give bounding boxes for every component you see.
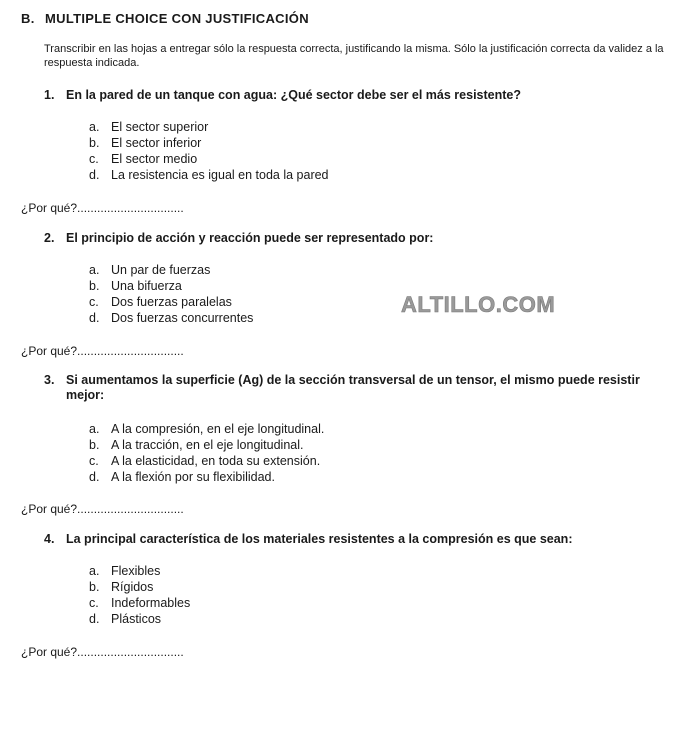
option-text: Un par de fuerzas	[111, 263, 211, 277]
option-letter: d.	[89, 168, 100, 182]
option-text: Rígidos	[111, 580, 154, 594]
option-text: Indeformables	[111, 596, 191, 610]
question-4-option-b	[89, 579, 153, 595]
question-3-number: 3.	[44, 373, 55, 387]
question-1-number: 1.	[44, 88, 55, 102]
question-1-why-prompt: ¿Por qué?................................	[21, 201, 184, 215]
question-4-number: 4.	[44, 532, 55, 546]
option-letter: c.	[89, 152, 99, 166]
question-3-option-b	[89, 437, 304, 453]
question-2-text: El principio de acción y reacción puede ser representado por:	[66, 231, 434, 245]
option-letter: a.	[89, 564, 100, 578]
question-2-number: 2.	[44, 231, 55, 245]
option-text: A la flexión por su flexibilidad.	[111, 470, 275, 484]
option-letter: d.	[89, 311, 100, 325]
option-letter: d.	[89, 612, 100, 626]
question-1-option-b	[89, 135, 201, 151]
section-title: MULTIPLE CHOICE CON JUSTIFICACIÓN	[45, 11, 309, 26]
option-letter: b.	[89, 279, 100, 293]
option-text: El sector inferior	[111, 136, 202, 150]
option-letter: b.	[89, 136, 100, 150]
option-letter: c.	[89, 295, 99, 309]
option-letter: c.	[89, 596, 99, 610]
question-4-option-a	[89, 563, 160, 579]
option-text: El sector superior	[111, 120, 209, 134]
option-letter: a.	[89, 120, 100, 134]
question-3-option-d	[89, 469, 275, 485]
option-text: A la elasticidad, en toda su extensión.	[111, 454, 321, 468]
option-letter: a.	[89, 263, 100, 277]
option-letter: a.	[89, 422, 100, 436]
option-text: A la tracción, en el eje longitudinal.	[111, 438, 304, 452]
question-2-option-a	[89, 262, 210, 278]
option-text: Dos fuerzas concurrentes	[111, 311, 254, 325]
option-text: Dos fuerzas paralelas	[111, 295, 232, 309]
section-heading	[21, 11, 309, 26]
question-2-option-d	[89, 310, 253, 326]
question-1-text: En la pared de un tanque con agua: ¿Qué sector debe ser el más resistente?	[66, 88, 521, 102]
option-letter: d.	[89, 470, 100, 484]
question-2-option-b	[89, 278, 182, 294]
question-1-option-c	[89, 151, 197, 167]
option-letter: b.	[89, 580, 100, 594]
watermark-text: ALTILLO.COM	[401, 292, 556, 317]
question-1-option-d	[89, 167, 329, 183]
option-letter: b.	[89, 438, 100, 452]
question-2-option-c	[89, 294, 232, 310]
option-text: La resistencia es igual en toda la pared	[111, 168, 329, 182]
question-3-option-a	[89, 421, 324, 437]
question-4-option-c	[89, 595, 190, 611]
option-text: El sector medio	[111, 152, 198, 166]
option-text: Plásticos	[111, 612, 162, 626]
question-3-text: Si aumentamos la superficie (Ag) de la sección transversal de un tensor, el mismo puede resistir mejor:	[66, 373, 640, 402]
option-text: A la compresión, en el eje longitudinal.	[111, 422, 325, 436]
section-letter: B.	[21, 11, 35, 26]
instructions-text: Transcribir en las hojas a entregar sólo la respuesta correcta, justificando la misma. Sólo la justificación correcta da validez a la respuesta indicada.	[44, 43, 664, 69]
question-3-why-prompt: ¿Por qué?................................	[21, 502, 184, 516]
question-3-option-c	[89, 453, 320, 469]
option-text: Una bifuerza	[111, 279, 182, 293]
question-4-text: La principal característica de los materiales resistentes a la compresión es que sean:	[66, 532, 573, 546]
question-4-why-prompt: ¿Por qué?................................	[21, 645, 184, 659]
option-text: Flexibles	[111, 564, 161, 578]
question-4-option-d	[89, 611, 161, 627]
question-2-why-prompt: ¿Por qué?................................	[21, 344, 184, 358]
option-letter: c.	[89, 454, 99, 468]
question-1-option-a	[89, 119, 208, 135]
